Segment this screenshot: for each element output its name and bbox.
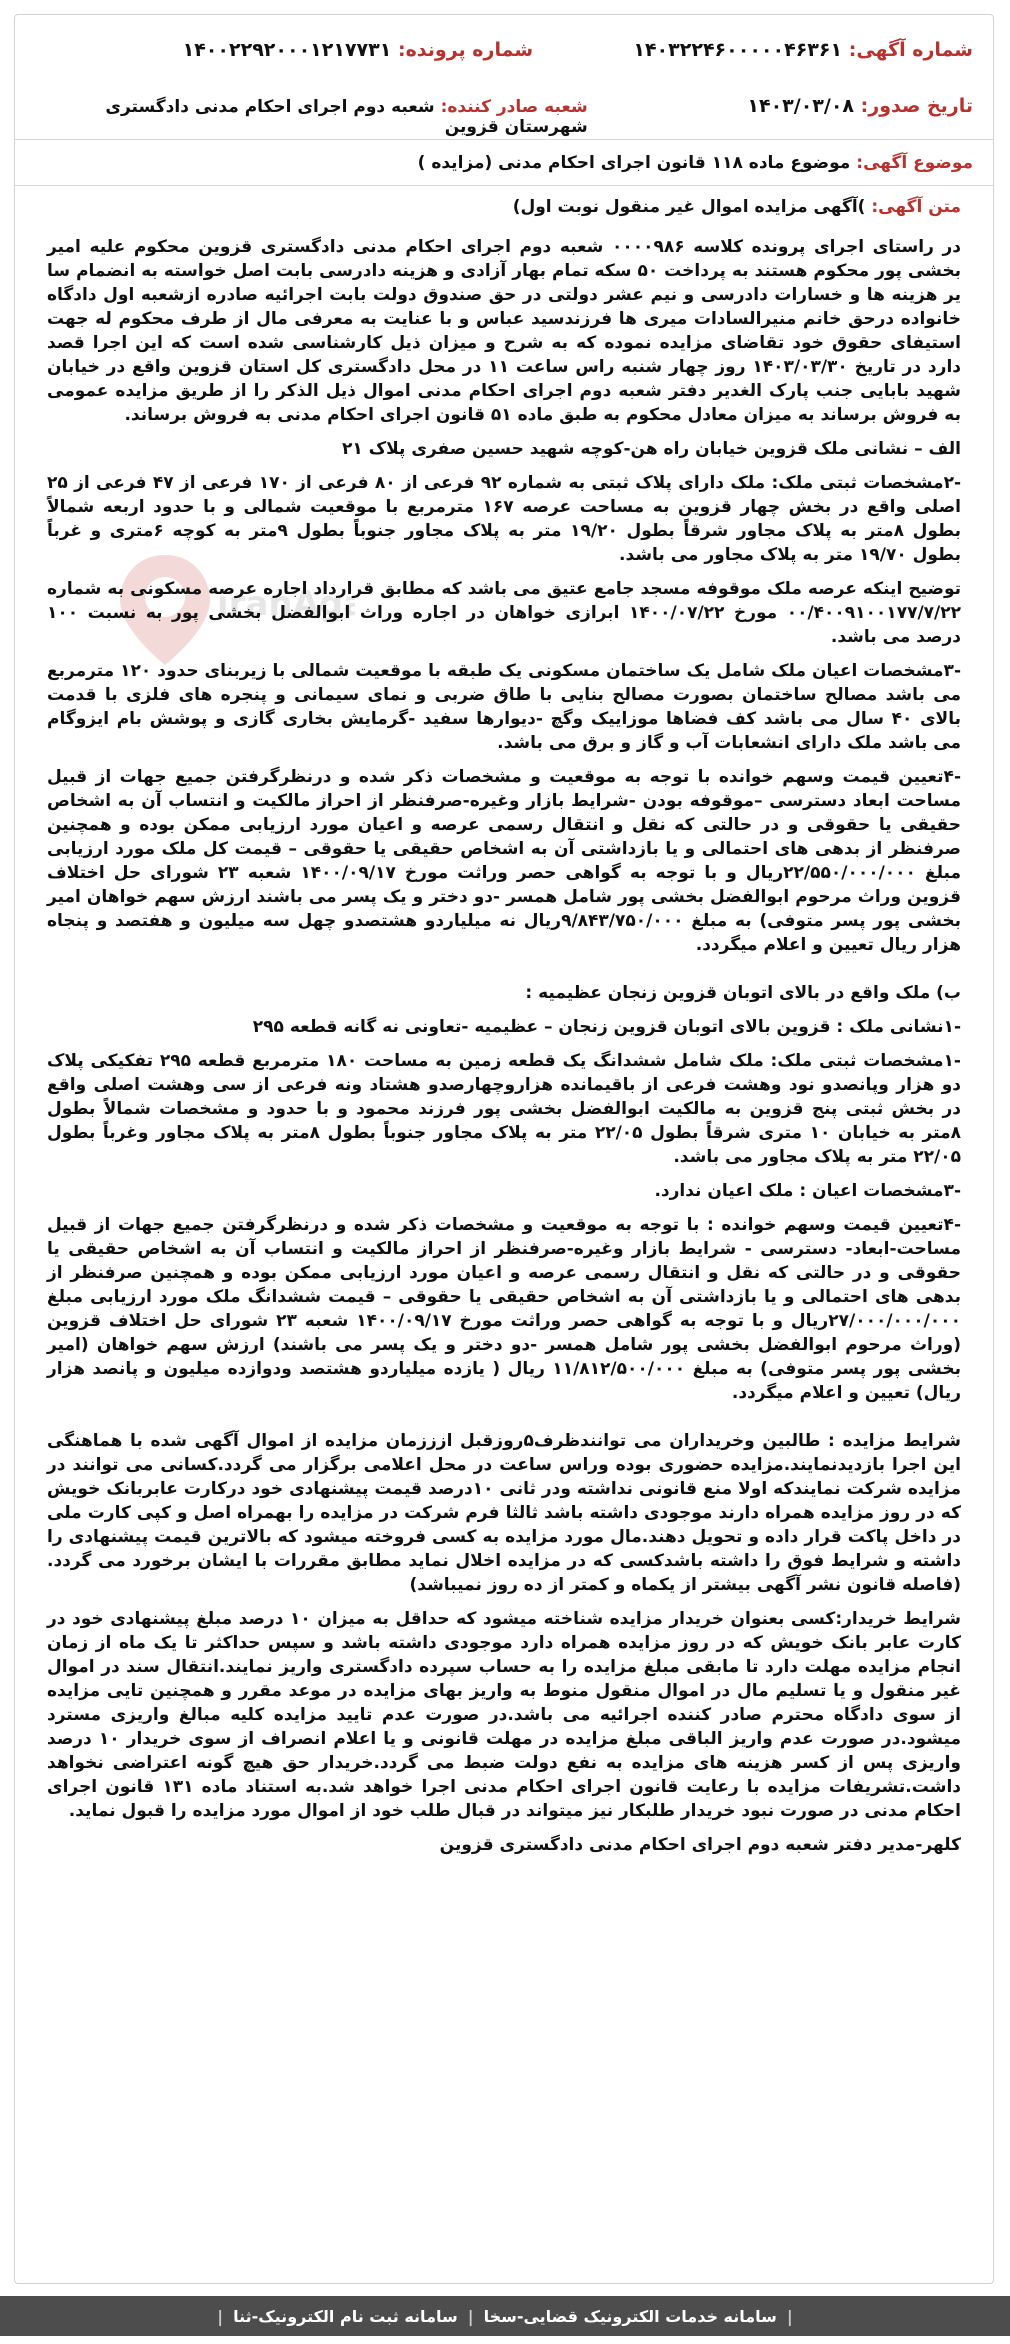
text-title: )آگهی مزایده اموال غیر منقول نوبت اول) <box>512 197 866 217</box>
header-row-date <box>35 95 973 137</box>
watermark-text: iranAga <box>217 584 355 624</box>
paragraph-be-intro: ب) ملک واقع در بالای اتوبان قزوین زنجان عظیمیه : <box>525 983 961 1003</box>
paragraph-alef-address: الف – نشانی ملک قزوین خیابان راه هن-کوچه شهید حسین صفری پلاک ۲۱ <box>342 439 961 459</box>
ad-number-value: ۱۴۰۳۲۲۴۶۰۰۰۰۰۴۶۳۶۱ <box>633 39 843 61</box>
subject-row <box>35 153 973 173</box>
issue-date-label: تاریخ صدور: <box>860 95 973 117</box>
paragraph-be-registry: -۱مشخصات ثبتی ملک: ملک شامل ششدانگ یک قطعه زمین به مساحت ۱۸۰ مترمربع قطعه ۲۹۵ تفکیکی پلاک دو هزار وپانصدو نود وهشت فرعی از باقیمانده هزاروچهارصدو هشتاد ونه فرعی از سی وهشت اصلی واقع در بخش ثبتی پنج قزوین به مالکیت ابوالفضل بخشی پور فرزند محمود و با حدود و مشخصات شمالاً بطول ۸متر به خیابان ۱۰ متری شرقاً بطول ۲۲/۰۵ متر به پلاک مجاور جنوباً بطول ۸متر به پلاک مجاور وغرباً بطول ۲۲/۰۵ متر به پلاک مجاور می باشد. <box>47 1051 961 1167</box>
footer-separator-middle: | <box>467 2306 474 2326</box>
paragraph-alef-valuation: -۴تعیین قیمت وسهم خوانده با توجه به موقعیت و مشخصات ذکر شده و درنظرگرفتن جمیع جهات از قبیل مساحت ابعاد دسترسی –موقوفه بودن -شرایط بازار وغیره-صرفنظر از احراز مالکیت و انتساب آن به اشخاص حقیقی یا حقوقی و در حالتی که نقل و انتقال رسمی عرصه و اعیان مورد ارزیابی ممکن بوده و همچنین صرفنظر از بدهی های احتمالی و یا بازداشتی آن به اشخاص حقیقی یا حقوقی – قیمت کل ملک مورد ارزیابی مبلغ ۲۲/۵۵۰/۰۰۰/۰۰۰ریال و با توجه به گواهی حصر وراثت مورخ ۱۴۰۰/۰۹/۱۷ شعبه ۲۳ شورای حل اختلاف قزوین وراث مرحوم ابوالفضل بخشی پور شامل همسر -دو دختر و یک پسر می باشند ارزش سهم خواهان امیر بخشی پور پسر متوفی) به مبلغ ۹/۸۴۳/۷۵۰/۰۰۰ریال نه میلیاردو هشتصدو چهل سه میلیون و هفتصد و پنجاه هزار ریال تعیین و اعلام میگردد. <box>47 767 962 955</box>
footer-link-sana[interactable]: سامانه ثبت نام الکترونیک-ثنا <box>233 2306 458 2326</box>
footer-bar <box>0 2296 1010 2336</box>
paragraph-auction-terms: شرایط مزایده : طالبین وخریداران می توانندظرف۵روزقبل ازززمان مزایده از اموال آگهی شده با هماهنگی این اجرا بازدیدنمایند.مزایده حضوری بوده وراس ساعت در محل اعلامی برگزار می گردد.کسانی می توانند در مزایده شرکت نمایندکه اولا منع قانونی نداشته ودر ثانی ۱۰درصد قیمت پیشنهادی خود درکارت عابربانک خویش که در روز مزایده همراه دارند موجودی داشته باشد ثالثا فرم شرکت در مزایده را بهمراه اصل و کپی کارت ملی در داخل پاکت قرار داده و تحویل دهند.مال مورد مزایده به کسی فروخته میشود که بالاترین قیمت پیشنهادی را داشته و شرایط فوق را داشته باشدکسی که در مزایده اخلال نماید مطابق مقررات با ایشان برخورد می گردد.(فاصله قانون نشر آگهی بیشتر از یکماه و کمتر از ده روز نمیباشد) <box>47 1431 961 1595</box>
subject-label: موضوع آگهی: <box>856 153 973 173</box>
paragraph-alef-building: -۳مشخصات اعیان ملک شامل یک ساختمان مسکونی یک طبقه با موقعیت شمالی با زیربنای حدود ۱۲۰ مترمربع می باشد مصالح ساختمان بصورت مصالح بنایی با طاق ضربی و نمای سیمانی و پنجره های فلزی با قدمت بالای ۴۰ سال می باشد کف فضاها موزاییک وگچ -دیوارها سفید -گرمایش بخاری گازی و پوشش بام ایزوگام می باشد ملک دارای انشعابات آب و گاز و برق می باشد. <box>47 661 961 753</box>
ad-number-block <box>533 39 973 61</box>
case-number-value: ۱۴۰۰۲۲۹۲۰۰۰۱۲۱۷۷۳۱ <box>182 39 392 61</box>
notice-card <box>14 14 994 2284</box>
header-row-numbers <box>35 39 973 61</box>
subject-value: موضوع ماده ۱۱۸ قانون اجرای احکام مدنی (مزایده ) <box>417 153 851 173</box>
issue-date-block <box>588 95 973 117</box>
paragraph-intro: در راستای اجرای پرونده کلاسه ۰۰۰۰۹۸۶ شعبه دوم اجرای احکام مدنی دادگستری قزوین محکوم علیه امیر بخشی پور محکوم هستند به پرداخت ۵۰ سکه تمام بهار آزادی و هزینه دادرسی بابت اصل خواسته به انضمام سا یر هزینه ها و خسارات دادرسی و نیم عشر دولتی در حق صندوق دولت بابت اجرائیه صادره ازشعبه اول دادگاه خانواده درحق خانم منیرالسادات میری ها فرزندسید عباس و با عنایت به معرفی مال از طرف محکوم له جهت استیفای حقوق خود تقاضای مزایده نموده که به شرح و میزان ذیل کارشناسی شده است که این اجرا قصد دارد در تاریخ ۱۴۰۳/۰۳/۳۰ روز چهار شنبه راس ساعت ۱۱ در محل دادگستری کل استان قزوین واقع در خیابان شهید بابایی جنب پارک الغدیر دفتر شعبه دوم اجرای احکام مدنی اموال ذیل الذکر را از طریق مزایده عمومی به فروش برساند به میزان معادل محکوم به طبق ماده ۵۱ قانون اجرای احکام مدنی به فروش برساند. <box>47 237 961 425</box>
paragraph-be-address: -۱نشانی ملک : قزوین بالای اتوبان قزوین زنجان – عظیمیه -تعاونی نه گانه قطعه ۲۹۵ <box>252 1017 961 1037</box>
paragraph-signature: کلهر-مدیر دفتر شعبه دوم اجرای احکام مدنی دادگستری قزوین <box>439 1835 961 1855</box>
issuing-branch-label: شعبه صادر کننده: <box>440 97 588 117</box>
case-number-label: شماره پرونده: <box>397 39 533 61</box>
paragraph-be-building: -۳مشخصات اعیان : ملک اعیان ندارد. <box>654 1181 961 1201</box>
footer-separator-right: | <box>786 2306 793 2326</box>
ad-number-label: شماره آگهی: <box>848 39 973 61</box>
text-label: متن آگهی: <box>871 197 961 217</box>
paragraph-be-valuation: -۴تعیین قیمت وسهم خوانده : با توجه به موقعیت و مشخصات ذکر شده و درنظرگرفتن جمیع جهات از قبیل مساحت-ابعاد- دسترسی - شرایط بازار وغیره-صرفنظر از احراز مالکیت و انتساب آن به اشخاص حقیقی یا حقوقی و در حالتی که نقل و انتقال رسمی عرصه و اعیان مورد ارزیابی ممکن بوده و همچنین صرفنظر از بدهی های احتمالی و یا بازداشتی آن به اشخاص حقیقی یا حقوقی – قیمت ششدانگ ملک مورد ارزیابی مبلغ ۲۷/۰۰۰/۰۰۰/۰۰۰ریال و با توجه به گواهی حصر وراثت مورخ ۱۴۰۰/۰۹/۱۷ شعبه ۲۳ شورای حل اختلاف قزوین (وراث مرحوم ابوالفضل بخشی پور شامل همسر -دو دختر و یک پسر می باشند) ارزش سهم خواهان (امیر بخشی پور پسر متوفی) به مبلغ ۱۱/۸۱۲/۵۰۰/۰۰۰ ریال ( یازده میلیاردو هشتصد ودوازده میلیون و پانصد هزار ریال) تعیین و اعلام میگردد. <box>47 1215 961 1403</box>
divider-top <box>15 139 993 140</box>
case-number-block <box>183 39 533 61</box>
footer-separator-left: | <box>217 2306 224 2326</box>
paragraph-alef-registry: -۲مشخصات ثبتی ملک: ملک دارای پلاک ثبتی به شماره ۹۲ فرعی از ۸۰ فرعی از ۱۷۰ فرعی از ۴۷ فرعی از ۲۵ اصلی واقع در بخش چهار قزوین به مساحت عرصه ۱۶۷ مترمربع با موقعیت شمالی و با حدود اربعه شمالاً بطول ۸متر به پلاک مجاور شرقاً بطول ۱۹/۲۰ متر به پلاک مجاور جنوباً بطول ۹متر به کوچه ۶متری و غرباً بطول ۱۹/۷۰ متر به پلاک مجاور می باشد. <box>47 473 962 565</box>
divider-subject <box>15 185 993 186</box>
paragraph-buyer-terms: شرایط خریدار:کسی بعنوان خریدار مزایده شناخته میشود که حداقل به میزان ۱۰ درصد مبلغ پیشنهادی خود در کارت عابر بانک خویش که در روز مزایده همراه دارد موجودی داشته باشد و سپس حداکثر تا یک ماه از زمان انجام مزایده مهلت دارد تا مابقی مبلغ مزایده را به حساب سپرده دادگستری واریز نمایند.انتقال سند در اموال غیر منقول و یا تسلیم مال در اموال منقول منوط به واریز بهای مزایده در موعد مقرر و همچنین تایی مزایده از سوی دادگاه محترم صادر کننده اجرائیه می باشد.در صورت عدم تایید مزایده کلیه مبالغ واریزی مسترد میشود.در صورت عدم واریز الباقی مبلغ مزایده در مهلت قانونی و یا اعلام انصراف از سوی خریدار ۱۰ درصد واریزی پس از کسر هزینه های مزایده به نفع دولت ضبط می گردد.خریدار حق هیچ گونه اعتراضی نخواهد داشت.تشریفات مزایده با رعایت قانون اجرای احکام مدنی اجرا خواهد شد.به استناد ماده ۱۳۱ قانون اجرای احکام مدنی در صورت نبود خریدار طلبکار نیز میتواند در قبال طلب خود از اموال مورد مزایده را قبول نماید. <box>47 1609 962 1821</box>
notice-body <box>47 195 961 1867</box>
footer-link-sakha[interactable]: سامانه خدمات الکترونیک قضایی-سخا <box>483 2306 777 2326</box>
issuing-branch-block <box>35 97 588 137</box>
issue-date-value: ۱۴۰۳/۰۳/۰۸ <box>747 95 855 117</box>
issuing-branch-value: شعبه دوم اجرای احکام مدنی دادگستری شهرستان قزوین <box>105 97 588 137</box>
paragraph-alef-note: توضیح اینکه عرصه ملک موقوفه مسجد جامع عتیق می باشد که مطابق قرارداد اجاره عرصه مسکونی به شماره ۰۰/۴۰۰۹۱۰۰۱۷۷/۷/۲۲ مورخ ۱۴۰۰/۰۷/۲۲ ابرازی خواهان در اجاره وراث ابوالفضل بخشی پور به نسبت ۱۰۰ درصد می باشد. <box>47 579 961 647</box>
